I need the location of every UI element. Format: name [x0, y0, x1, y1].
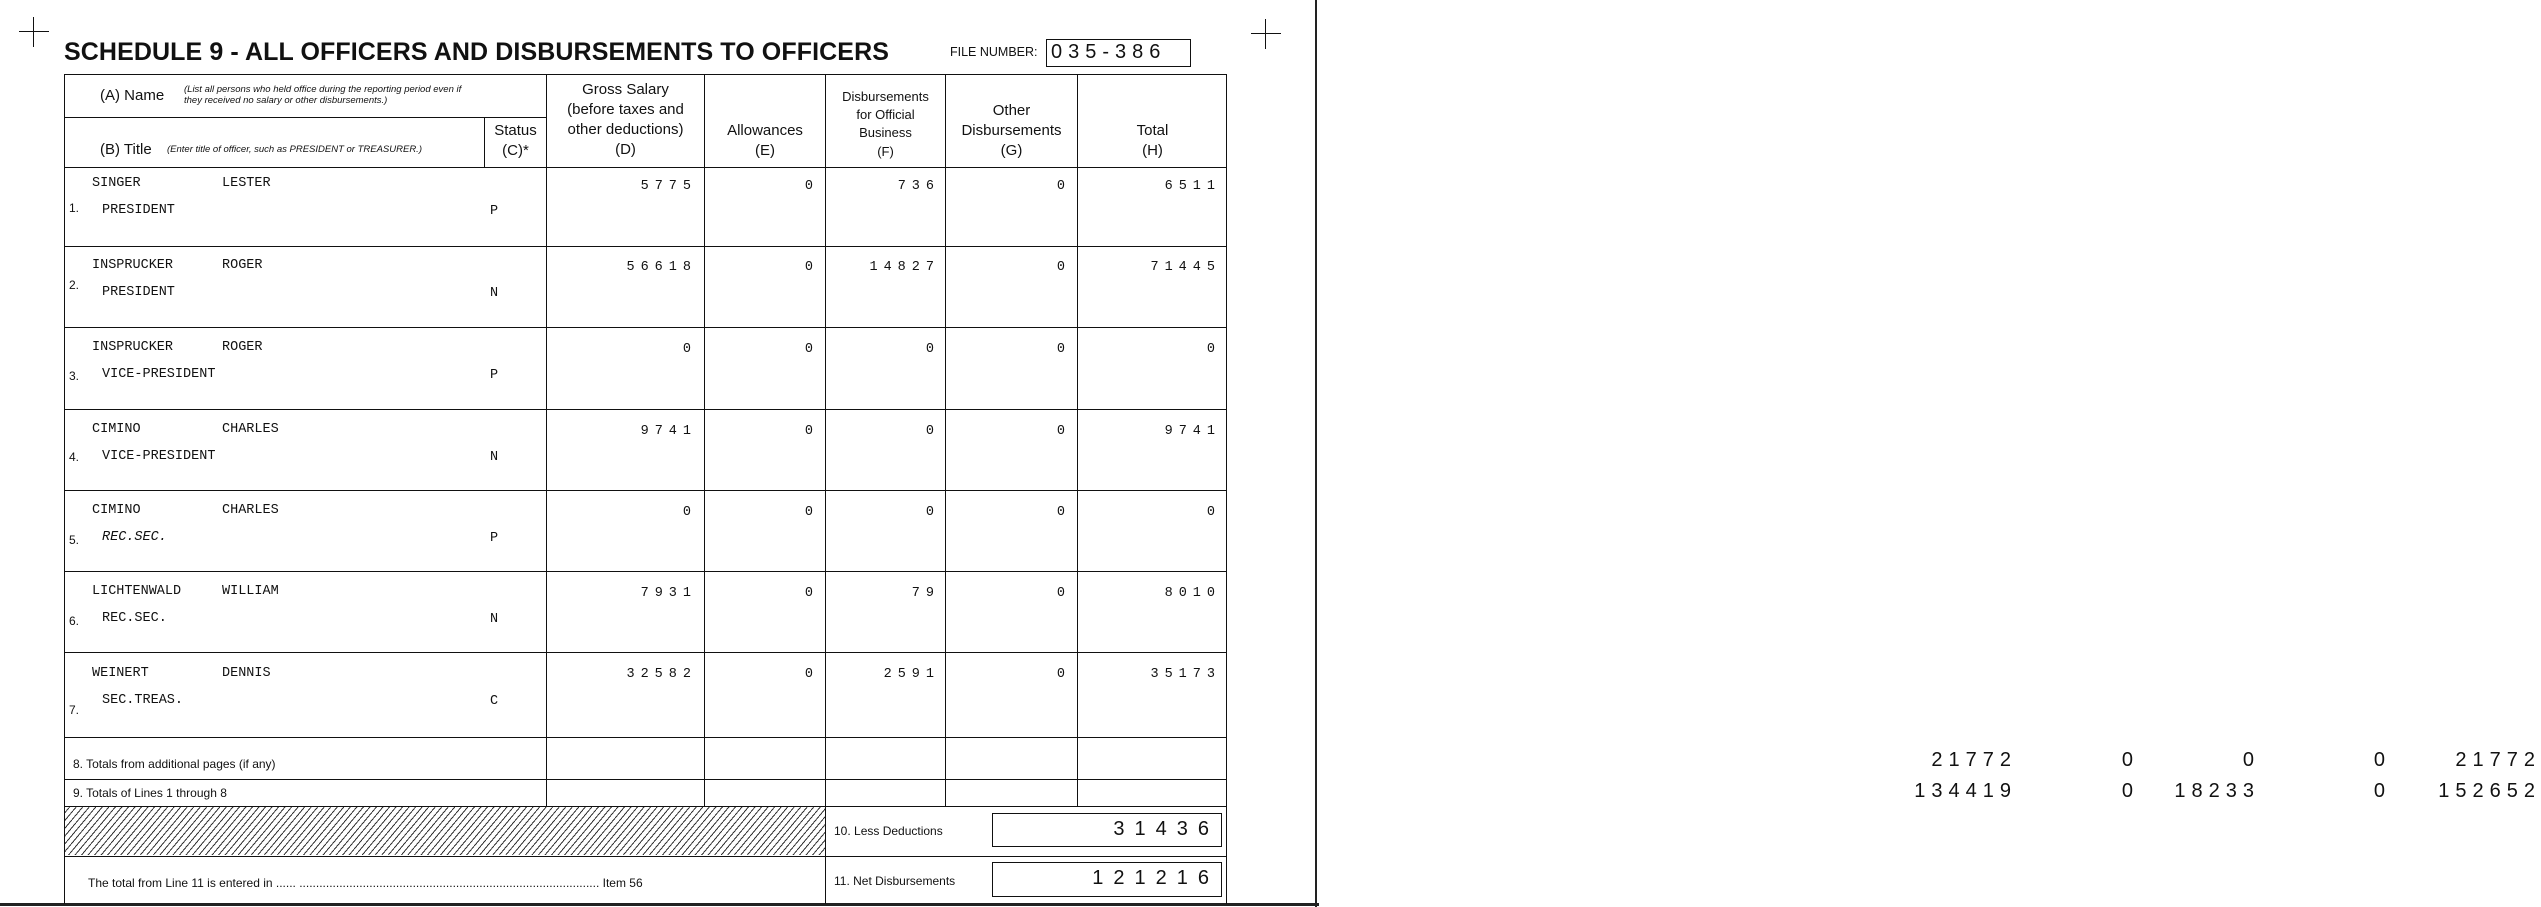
column-d-code: (D)	[615, 141, 636, 158]
officer-title: VICE-PRESIDENT	[102, 449, 216, 464]
officer-status: N	[490, 286, 499, 301]
row-divider	[64, 490, 1227, 491]
row-divider	[64, 327, 1227, 328]
row-divider	[64, 737, 1227, 738]
line-number: 3.	[69, 369, 80, 383]
footer-instruction: The total from Line 11 is entered in ...... .......................................................................................... Item 56	[88, 876, 643, 890]
line-9-allowances: 0	[2121, 780, 2139, 802]
line-number: 4.	[69, 450, 80, 464]
officer-first-name: WILLIAM	[222, 584, 279, 599]
officer-last-name: LICHTENWALD	[92, 584, 182, 599]
officer-last-name: INSPRUCKER	[92, 258, 174, 273]
row-total: 8010	[1164, 586, 1221, 601]
line-8-total: 21772	[2455, 749, 2541, 771]
column-h-header: Total	[1136, 122, 1169, 139]
col-divider	[546, 74, 547, 807]
allowances: 0	[804, 505, 819, 520]
column-a-header: (A) Name	[100, 87, 165, 104]
other-disbursements: 0	[1056, 586, 1071, 601]
officer-first-name: CHARLES	[222, 422, 279, 437]
line-number: 5.	[69, 533, 80, 547]
gross-salary: 7931	[640, 586, 697, 601]
allowances: 0	[804, 260, 819, 275]
col-divider	[945, 74, 946, 807]
officer-title: VICE-PRESIDENT	[102, 367, 216, 382]
allowances: 0	[804, 179, 819, 194]
row-divider	[64, 571, 1227, 572]
official-business: 14827	[869, 260, 940, 275]
line-number: 2.	[69, 278, 80, 292]
official-business: 2591	[883, 667, 940, 682]
line-10-label: 10. Less Deductions	[834, 824, 943, 838]
other-disbursements: 0	[1056, 667, 1071, 682]
file-number-label: FILE NUMBER:	[950, 45, 1038, 59]
row-divider	[64, 117, 546, 118]
row-divider	[64, 856, 1227, 857]
officer-status: N	[490, 450, 499, 465]
col-divider	[704, 74, 705, 807]
column-a-note: they received no salary or other disbursements.)	[184, 95, 388, 106]
officer-title: PRESIDENT	[102, 203, 175, 218]
officer-status: P	[490, 531, 499, 546]
column-f-header: for Official	[856, 107, 915, 122]
official-business: 0	[925, 505, 940, 520]
other-disbursements: 0	[1056, 505, 1071, 520]
row-divider	[64, 167, 1227, 168]
official-business: 0	[925, 424, 940, 439]
line-9-label: 9. Totals of Lines 1 through 8	[73, 786, 227, 800]
page-border	[1315, 0, 1317, 907]
line-9-other: 0	[2373, 780, 2391, 802]
officer-first-name: DENNIS	[222, 666, 271, 681]
gross-salary: 5775	[640, 179, 697, 194]
column-f-code: (F)	[877, 144, 894, 159]
line-11-label: 11. Net Disbursements	[834, 874, 956, 888]
line-9-gross: 134419	[1914, 780, 2017, 802]
row-total: 71445	[1150, 260, 1221, 275]
officer-status: P	[490, 368, 499, 383]
official-business: 736	[897, 179, 940, 194]
line-8-other: 0	[2373, 749, 2391, 771]
col-divider	[1077, 74, 1078, 807]
officer-title: PRESIDENT	[102, 285, 175, 300]
row-divider	[64, 409, 1227, 410]
allowances: 0	[804, 667, 819, 682]
allowances: 0	[804, 424, 819, 439]
officer-first-name: ROGER	[222, 340, 263, 355]
officer-status: P	[490, 204, 499, 219]
allowances: 0	[804, 586, 819, 601]
officer-last-name: CIMINO	[92, 422, 141, 437]
page-title: SCHEDULE 9 - ALL OFFICERS AND DISBURSEMENTS TO OFFICERS	[64, 38, 889, 66]
line-number: 6.	[69, 614, 80, 628]
gross-salary: 32582	[626, 667, 697, 682]
column-h-code: (H)	[1142, 142, 1163, 159]
column-c-code: (C)*	[502, 142, 529, 159]
row-total: 6511	[1164, 179, 1221, 194]
column-d-header: Gross Salary	[582, 81, 669, 98]
officer-title: REC.SEC.	[102, 530, 167, 545]
file-number-field: 035-386	[1046, 39, 1191, 67]
column-e-header: Allowances	[727, 122, 803, 139]
line-number: 1.	[69, 201, 80, 215]
allowances: 0	[804, 342, 819, 357]
line-8-allowances: 0	[2121, 749, 2139, 771]
officer-first-name: CHARLES	[222, 503, 279, 518]
line-9-official: 18233	[2174, 780, 2260, 802]
column-e-code: (E)	[755, 142, 775, 159]
officer-status: C	[490, 694, 499, 709]
gross-salary: 56618	[626, 260, 697, 275]
gross-salary: 0	[682, 505, 697, 520]
row-total: 9741	[1164, 424, 1221, 439]
column-a-note: (List all persons who held office during the reporting period even if	[184, 84, 462, 95]
row-total: 0	[1206, 505, 1221, 520]
line-8-official: 0	[2242, 749, 2260, 771]
other-disbursements: 0	[1056, 342, 1071, 357]
official-business: 0	[925, 342, 940, 357]
officer-last-name: INSPRUCKER	[92, 340, 174, 355]
column-f-header: Business	[859, 125, 912, 140]
row-total: 35173	[1150, 667, 1221, 682]
row-total: 0	[1206, 342, 1221, 357]
officer-last-name: CIMINO	[92, 503, 141, 518]
official-business: 79	[911, 586, 940, 601]
column-g-header: Other	[992, 102, 1031, 119]
line-8-gross: 21772	[1931, 749, 2017, 771]
row-divider	[64, 246, 1227, 247]
officer-last-name: SINGER	[92, 176, 141, 191]
column-f-header: Disbursements	[842, 89, 929, 104]
registration-mark	[19, 17, 49, 47]
other-disbursements: 0	[1056, 424, 1071, 439]
hatched-area	[65, 807, 825, 855]
other-disbursements: 0	[1056, 179, 1071, 194]
net-disbursements-field: 121216	[992, 862, 1222, 897]
line-9-total: 152652	[2438, 780, 2541, 802]
column-d-header: other deductions)	[567, 121, 684, 138]
column-c-header: Status	[494, 122, 537, 139]
officer-status: N	[490, 612, 499, 627]
column-b-header: (B) Title	[100, 141, 152, 158]
gross-salary: 0	[682, 342, 697, 357]
column-g-header: Disbursements	[961, 122, 1062, 139]
officer-first-name: ROGER	[222, 258, 263, 273]
row-divider	[64, 652, 1227, 653]
less-deductions-field: 31436	[992, 813, 1222, 847]
column-g-code: (G)	[1000, 142, 1023, 159]
line-number: 7.	[69, 703, 80, 717]
registration-mark	[1251, 19, 1281, 49]
column-b-note: (Enter title of officer, such as PRESIDENT or TREASURER.)	[167, 144, 422, 155]
officer-last-name: WEINERT	[92, 666, 149, 681]
officer-title: SEC.TREAS.	[102, 693, 184, 708]
officer-title: REC.SEC.	[102, 611, 167, 626]
line-8-label: 8. Totals from additional pages (if any)	[73, 757, 276, 771]
gross-salary: 9741	[640, 424, 697, 439]
column-d-header: (before taxes and	[567, 101, 684, 118]
row-divider	[64, 779, 1227, 780]
other-disbursements: 0	[1056, 260, 1071, 275]
officer-first-name: LESTER	[222, 176, 271, 191]
